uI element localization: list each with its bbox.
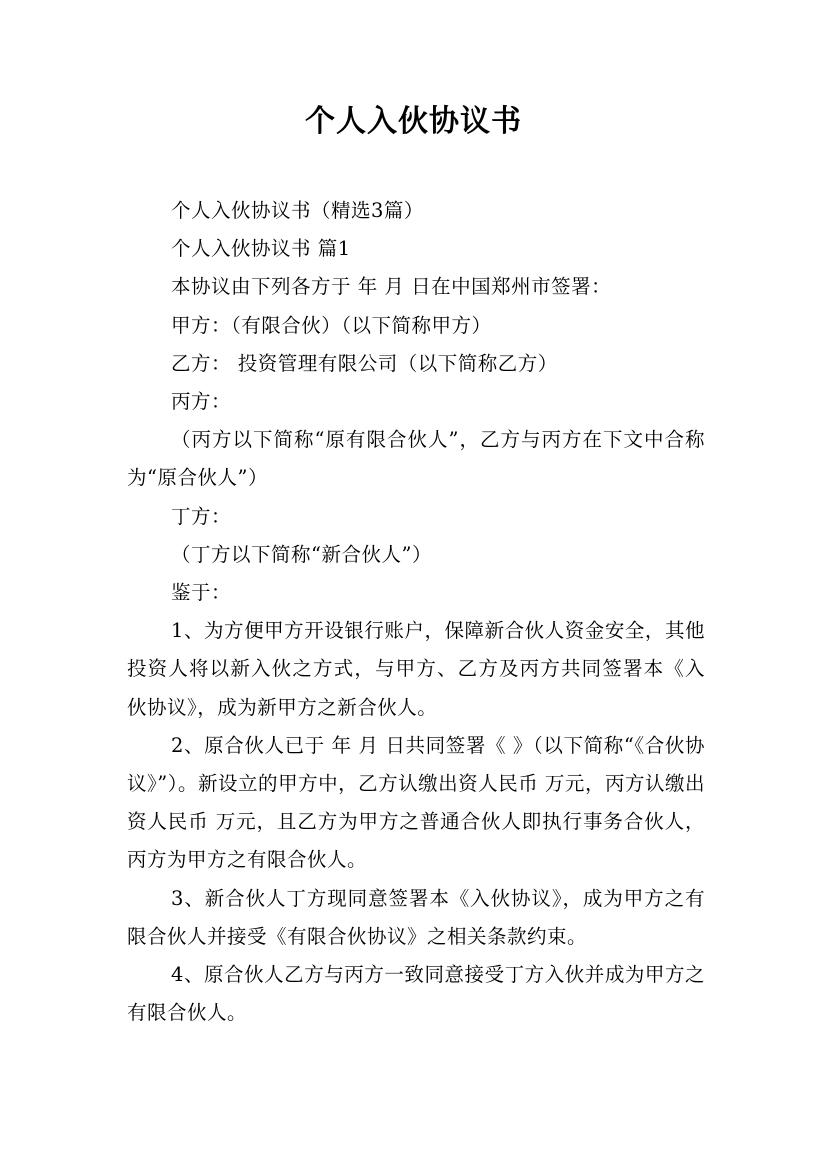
- document-body: [127, 192, 705, 1032]
- paragraph-whereas: 鉴于：: [171, 581, 232, 605]
- document-title: 个人入伙协议书: [305, 104, 522, 139]
- paragraph-party-c-note: （丙方以下简称“原有限合伙人”，乙方与丙方在下文中合称为“原合伙人”）: [127, 428, 705, 490]
- paragraph-party-d: 丁方：: [171, 504, 232, 528]
- paragraph-party-a: 甲方：（有限合伙）（以下简称甲方）: [171, 313, 492, 337]
- paragraph-signing-statement: 本协议由下列各方于 年 月 日在中国郑州市签署：: [171, 275, 612, 299]
- paragraph-subheading: 个人入伙协议书 篇1: [171, 237, 351, 261]
- paragraph-party-c: 丙方：: [171, 390, 232, 414]
- paragraph-party-b: 乙方： 投资管理有限公司（以下简称乙方）: [171, 351, 558, 375]
- paragraph-clause-3: 3、新合伙人丁方现同意签署本《入伙协议》，成为甲方之有限合伙人并接受《有限合伙协议》之相关条款约束。: [127, 886, 705, 948]
- paragraph-heading: 个人入伙协议书（精选3篇）: [171, 199, 424, 222]
- paragraph-party-d-note: （丁方以下简称“新合伙人”）: [171, 542, 432, 566]
- paragraph-clause-1: 1、为方便甲方开设银行账户，保障新合伙人资金安全，其他投资人将以新入伙之方式，与甲方、乙方及丙方共同签署本《入伙协议》，成为新甲方之新合伙人。: [127, 619, 705, 719]
- paragraph-clause-4: 4、原合伙人乙方与丙方一致同意接受丁方入伙并成为甲方之有限合伙人。: [127, 963, 705, 1025]
- paragraph-clause-2: 2、原合伙人已于 年 月 日共同签署《 》（以下简称“《合伙协议》”）。新设立的甲方中，乙方认缴出资人民币 万元，丙方认缴出资人民币 万元，且乙方为甲方之普通合伙人即执行事务合伙人，丙方为甲方之有限合伙人。: [127, 733, 705, 872]
